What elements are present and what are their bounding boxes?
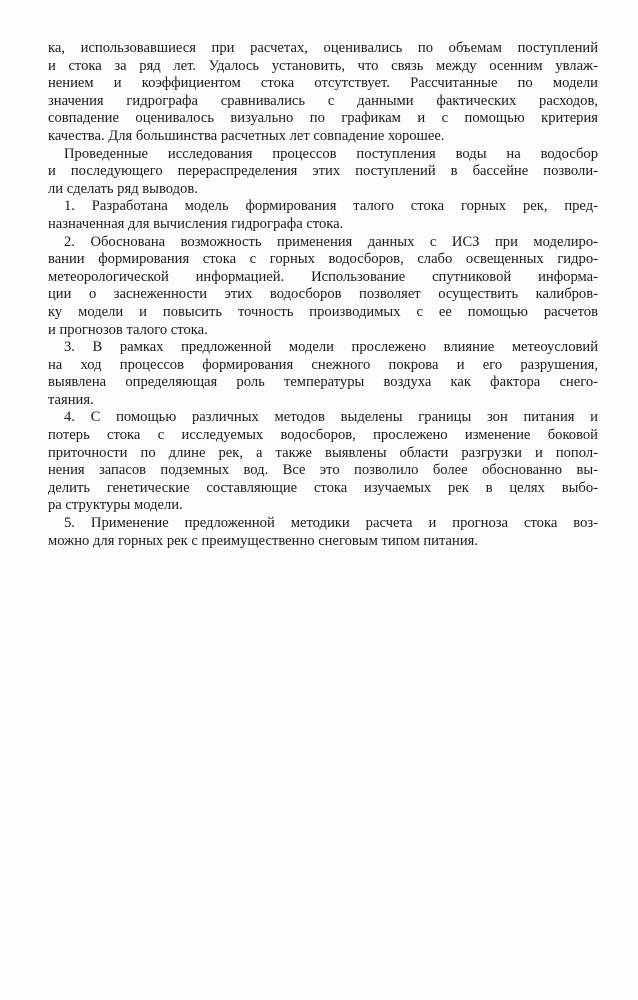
text-line: и стока за ряд лет. Удалось установить, что связь между осенним увлаж- — [48, 57, 598, 74]
text-line: 4. С помощью различных методов выделены границы зон питания и — [64, 409, 598, 426]
text-line: таяния. — [48, 391, 94, 408]
text-line: вании формирования стока с горных водосборов, слабо освещенных гидро- — [48, 251, 598, 268]
text-line: ка, использовавшиеся при расчетах, оценивались по объемам поступлений — [48, 40, 598, 56]
text-line: 5. Применение предложенной методики расчета и прогноза стока воз- — [64, 515, 598, 532]
text-line: нения запасов подземных вод. Все это позволило более обоснованно вы- — [48, 462, 598, 479]
text-line: выявлена определяющая роль температуры воздуха как фактора снего- — [48, 374, 598, 391]
text-line: 1. Разработана модель формирования талого стока горных рек, пред- — [64, 198, 598, 215]
text-line: делить генетические составляющие стока изучаемых рек в целях выбо- — [48, 479, 598, 496]
text-line: ку модели и повысить точность производимых с ее помощью расчетов — [48, 303, 598, 320]
text-line: совпадение оценивалось визуально по графикам и с помощью критерия — [48, 110, 598, 127]
text-line: на ход процессов формирования снежного покрова и его разрушения, — [48, 356, 598, 373]
text-line: 2. Обоснована возможность применения данных с ИСЗ при моделиро- — [64, 233, 598, 250]
body-text — [48, 40, 598, 550]
text-line: и прогнозов талого стока. — [48, 321, 208, 338]
text-line: ра структуры модели. — [48, 497, 183, 514]
text-line: и последующего перераспределения этих поступлений в бассейне позволи- — [48, 163, 598, 180]
text-line: метеорологической информацией. Использование спутниковой информа- — [48, 268, 598, 285]
text-line: можно для горных рек с преимущественно снеговым типом питания. — [48, 532, 478, 549]
text-line: ции о заснеженности этих водосборов позволяет осуществить калибров- — [48, 286, 598, 303]
text-line: нением и коэффициентом стока отсутствует. Рассчитанные по модели — [48, 75, 598, 92]
text-line: потерь стока с исследуемых водосборов, прослежено изменение боковой — [48, 427, 598, 444]
text-line: приточности по длине рек, а также выявлены области разгрузки и попол- — [48, 444, 598, 461]
text-line: назначенная для вычисления гидрографа стока. — [48, 215, 344, 232]
text-line: ли сделать ряд выводов. — [48, 180, 198, 197]
text-line: значения гидрографа сравнивались с данными фактических расходов, — [48, 92, 598, 109]
text-line: 3. В рамках предложенной модели прослежено влияние метеоусловий — [64, 339, 598, 356]
text-line: Проведенные исследования процессов поступления воды на водосбор — [64, 145, 598, 162]
text-line: качества. Для большинства расчетных лет совпадение хорошее. — [48, 127, 445, 144]
